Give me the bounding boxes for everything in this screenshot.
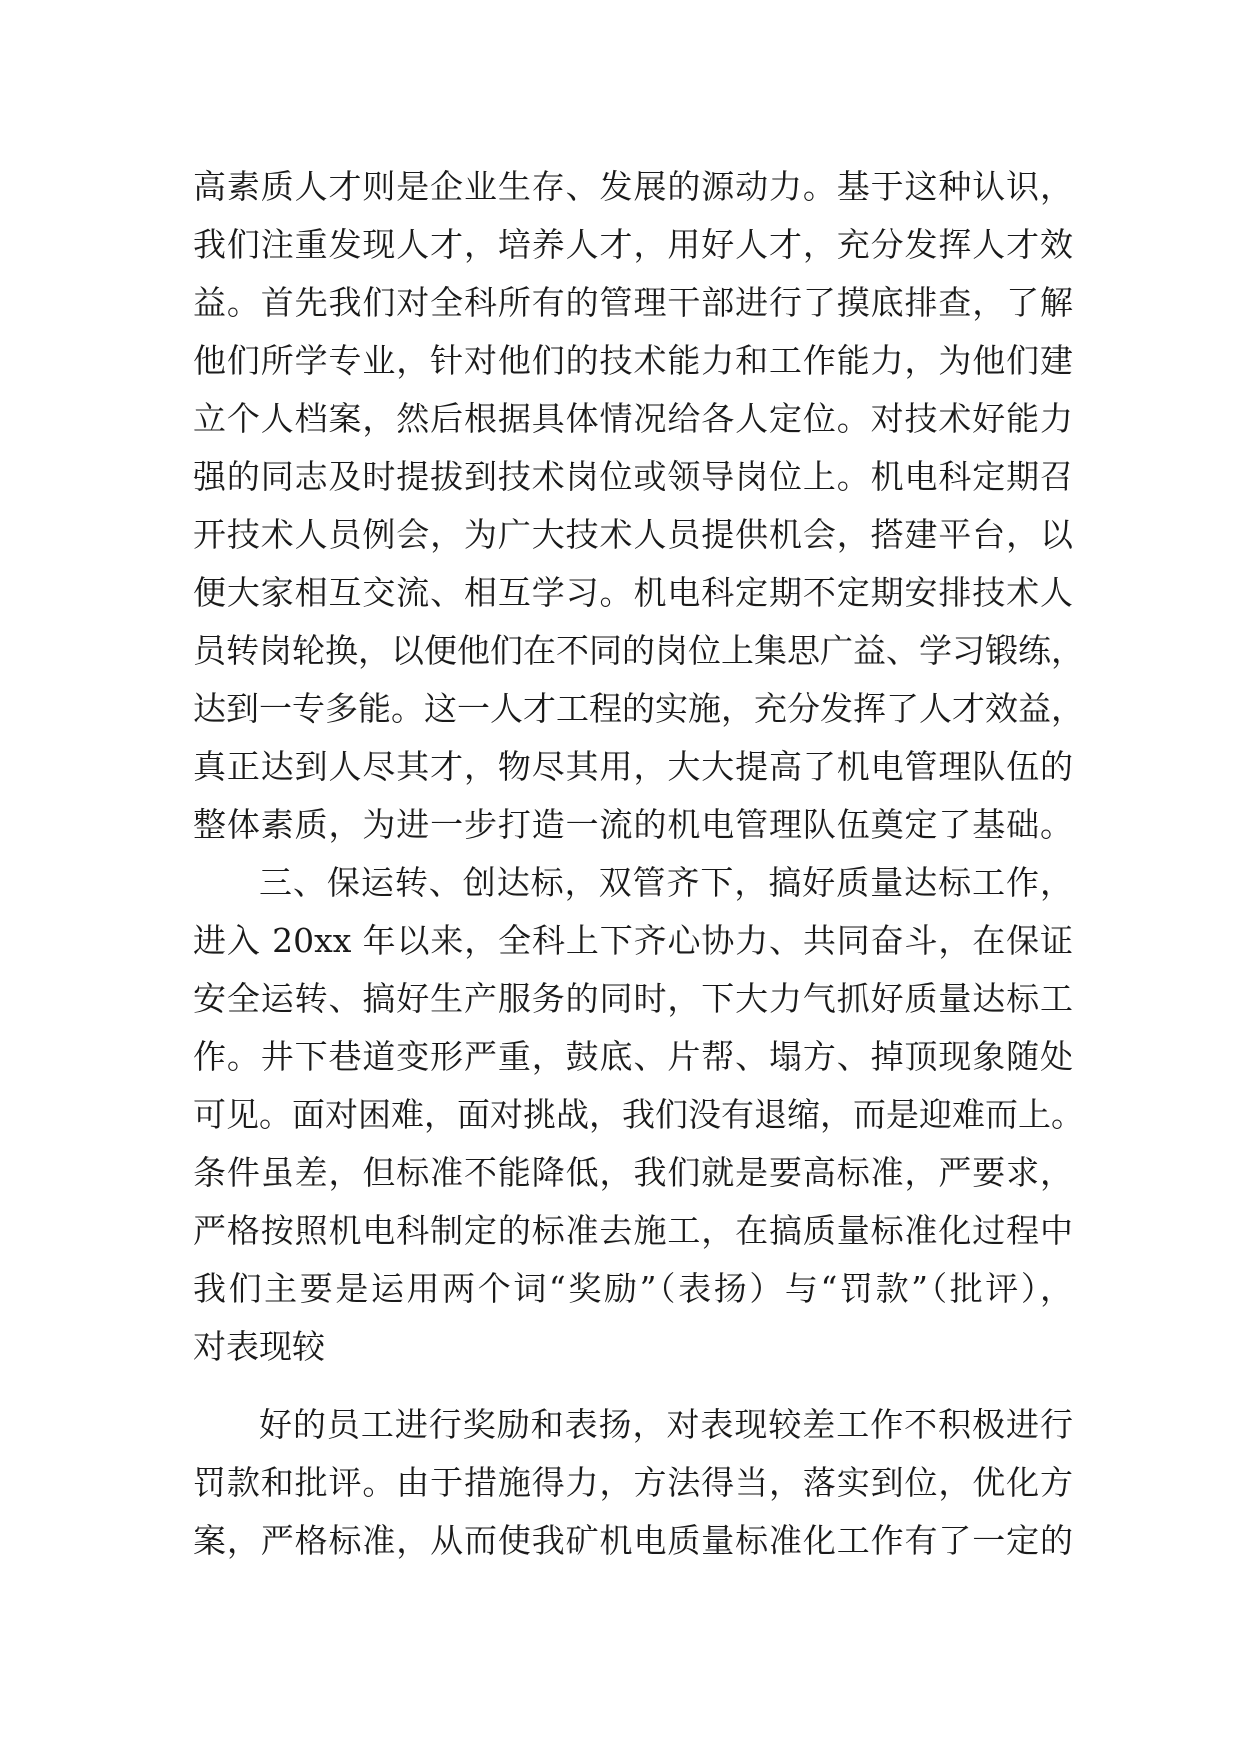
paragraph-line: 便大家相互交流、相互学习。机电科定期不定期安排技术人 <box>193 573 1073 612</box>
paragraph-quality-standard <box>193 854 1084 1376</box>
paragraph-line: 好的员工进行奖励和表扬，对表现较差工作不积极进行 <box>259 1405 1073 1444</box>
paragraph-line: 员转岗轮换，以便他们在不同的岗位上集思广益、学习锻练， <box>193 631 1084 670</box>
paragraph-line: 高素质人才则是企业生存、发展的源动力。基于这种认识， <box>193 167 1073 206</box>
paragraph-line: 我们主要是运用两个词“奖励”（表扬）与“罚款”（批评）， <box>193 1269 1073 1308</box>
paragraph-line: 安全运转、搞好生产服务的同时，下大力气抓好质量达标工 <box>193 979 1073 1018</box>
paragraph-line: 可见。面对困难，面对挑战，我们没有退缩，而是迎难而上。 <box>193 1095 1084 1134</box>
paragraph-line: 三、保运转、创达标，双管齐下，搞好质量达标工作， <box>259 863 1073 902</box>
paragraph-line: 强的同志及时提拔到技术岗位或领导岗位上。机电科定期召 <box>193 457 1073 496</box>
paragraph-line: 益。首先我们对全科所有的管理干部进行了摸底排查，了解 <box>193 283 1073 322</box>
paragraph-rewards <box>193 1396 1073 1570</box>
paragraph-talent <box>193 158 1084 854</box>
paragraph-line: 对表现较 <box>193 1327 325 1366</box>
paragraph-line: 案，严格标准，从而使我矿机电质量标准化工作有了一定的 <box>193 1521 1073 1560</box>
paragraph-line: 条件虽差，但标准不能降低，我们就是要高标准，严要求， <box>193 1153 1073 1192</box>
paragraph-line: 进入 20xx 年以来，全科上下齐心协力、共同奋斗，在保证 <box>193 921 1073 960</box>
paragraph-line: 他们所学专业，针对他们的技术能力和工作能力，为他们建 <box>193 341 1073 380</box>
paragraph-line: 作。井下巷道变形严重，鼓底、片帮、塌方、掉顶现象随处 <box>193 1037 1073 1076</box>
paragraph-line: 立个人档案，然后根据具体情况给各人定位。对技术好能力 <box>193 399 1073 438</box>
paragraph-line: 开技术人员例会，为广大技术人员提供机会，搭建平台，以 <box>193 515 1073 554</box>
paragraph-line: 整体素质，为进一步打造一流的机电管理队伍奠定了基础。 <box>193 805 1073 844</box>
paragraph-gap <box>193 1376 1073 1396</box>
paragraph-line: 达到一专多能。这一人才工程的实施，充分发挥了人才效益， <box>193 689 1084 728</box>
paragraph-line: 真正达到人尽其才，物尽其用，大大提高了机电管理队伍的 <box>193 747 1073 786</box>
paragraph-line: 罚款和批评。由于措施得力，方法得当，落实到位，优化方 <box>193 1463 1073 1502</box>
paragraph-line: 严格按照机电科制定的标准去施工，在搞质量标准化过程中 <box>193 1211 1073 1250</box>
paragraph-line: 我们注重发现人才，培养人才，用好人才，充分发挥人才效 <box>193 225 1073 264</box>
document-body <box>193 158 1084 1570</box>
